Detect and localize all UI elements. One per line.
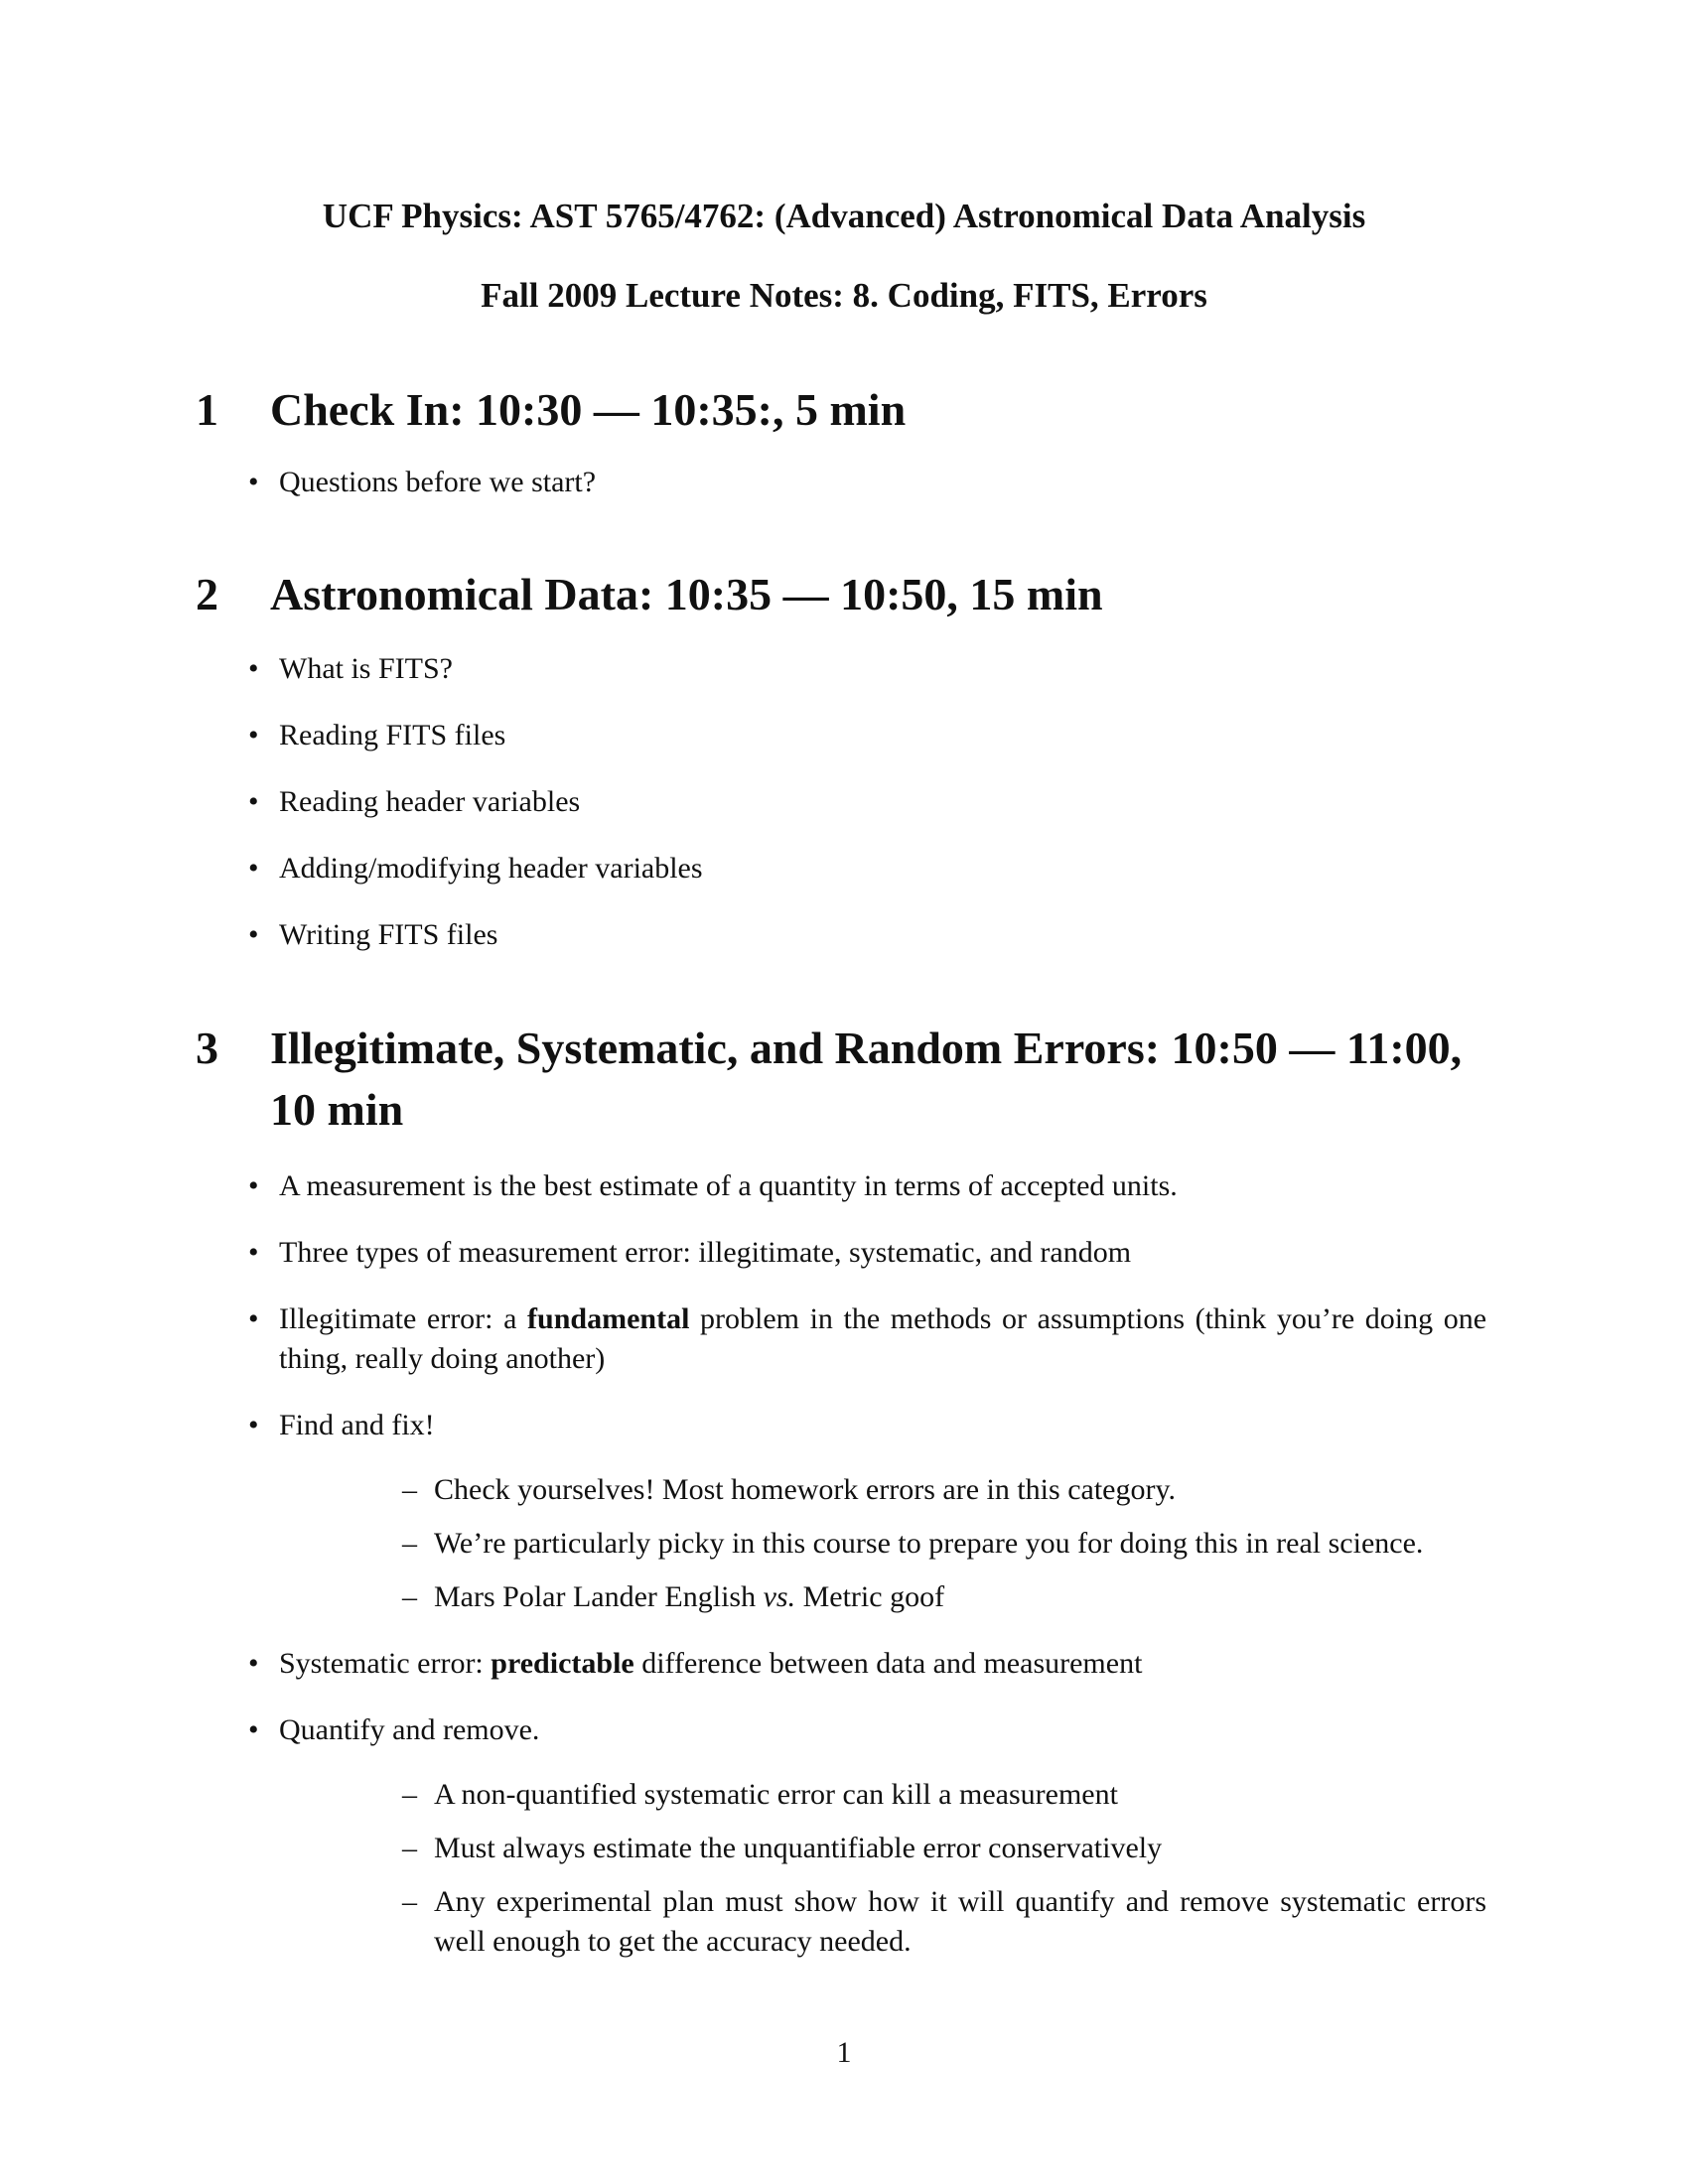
section-title: Check In: 10:30 — 10:35:, 5 min bbox=[270, 384, 907, 435]
list-item bbox=[196, 649, 1506, 689]
bullet-list bbox=[196, 463, 1506, 502]
list-item bbox=[196, 463, 1506, 502]
sub-list bbox=[279, 1775, 1506, 1962]
sub-list-item bbox=[279, 1577, 1506, 1617]
bullet-icon: • bbox=[248, 852, 259, 885]
sub-list-item bbox=[279, 1882, 1506, 1962]
italic-term: vs. bbox=[763, 1580, 796, 1613]
section-number: 2 bbox=[196, 569, 218, 619]
bullet-icon: • bbox=[248, 918, 259, 951]
bullet-icon: • bbox=[248, 1713, 259, 1746]
text-run: problem in the methods or assumptions (think you’re doing one thing, really doing another) bbox=[279, 1302, 1487, 1375]
dash-icon: – bbox=[402, 1778, 417, 1811]
dash-icon: – bbox=[402, 1580, 417, 1613]
section-1 bbox=[196, 379, 1506, 502]
bullet-icon: • bbox=[248, 1409, 259, 1441]
bullet-icon: • bbox=[248, 1236, 259, 1269]
section-heading bbox=[196, 1018, 1506, 1141]
list-item-text: Find and fix! bbox=[279, 1409, 435, 1441]
section-number: 1 bbox=[196, 384, 218, 435]
sub-list-item bbox=[279, 1829, 1506, 1868]
section-heading bbox=[196, 379, 1506, 441]
sub-list bbox=[279, 1470, 1506, 1617]
sub-list-item-text: We’re particularly picky in this course to prepare you for doing this in real science. bbox=[434, 1527, 1424, 1560]
list-item bbox=[196, 1644, 1506, 1684]
section-number: 3 bbox=[196, 1023, 218, 1073]
list-item bbox=[196, 915, 1506, 955]
section-2 bbox=[196, 564, 1506, 982]
text-run: difference between data and measurement bbox=[633, 1647, 1143, 1680]
list-item bbox=[196, 716, 1506, 755]
bullet-icon: • bbox=[248, 1647, 259, 1680]
list-item-text: What is FITS? bbox=[279, 652, 453, 685]
text-run: Mars Polar Lander English bbox=[434, 1580, 764, 1613]
list-item-text: Reading header variables bbox=[279, 785, 581, 818]
section-heading bbox=[196, 564, 1506, 625]
section-title: Astronomical Data: 10:35 — 10:50, 15 min bbox=[270, 569, 1103, 619]
bullet-list bbox=[196, 1166, 1506, 1962]
list-item-text bbox=[279, 1302, 1486, 1375]
sub-list-item-text: Check yourselves! Most homework errors are in this category. bbox=[434, 1473, 1177, 1506]
dash-icon: – bbox=[402, 1832, 417, 1864]
bullet-icon: • bbox=[248, 466, 259, 498]
bullet-icon: • bbox=[248, 785, 259, 818]
list-item-text bbox=[279, 1647, 1142, 1680]
list-item bbox=[196, 1406, 1506, 1617]
dash-icon: – bbox=[402, 1527, 417, 1560]
document-subtitle: Fall 2009 Lecture Notes: 8. Coding, FITS, Errors bbox=[481, 276, 1207, 315]
sub-list-item-text: Must always estimate the unquantifiable error conservatively bbox=[434, 1832, 1163, 1864]
list-item bbox=[196, 782, 1506, 822]
list-item-text: Quantify and remove. bbox=[279, 1713, 540, 1746]
dash-icon: – bbox=[402, 1885, 417, 1918]
sub-list-item bbox=[279, 1470, 1506, 1510]
text-run: Illegitimate error: a bbox=[279, 1302, 528, 1335]
sub-list-item bbox=[279, 1775, 1506, 1815]
bold-term: fundamental bbox=[527, 1302, 690, 1335]
list-item-text: Reading FITS files bbox=[279, 719, 506, 751]
bullet-icon: • bbox=[248, 1302, 259, 1335]
list-item-text: Three types of measurement error: illegitimate, systematic, and random bbox=[279, 1236, 1132, 1269]
list-item bbox=[196, 1299, 1506, 1379]
sub-list-item-text bbox=[434, 1580, 944, 1613]
sub-list-item-text: Any experimental plan must show how it will quantify and remove systematic errors well enough to get the accuracy needed. bbox=[434, 1885, 1486, 1958]
bullet-icon: • bbox=[248, 652, 259, 685]
list-item-text: A measurement is the best estimate of a quantity in terms of accepted units. bbox=[279, 1169, 1178, 1202]
dash-icon: – bbox=[402, 1473, 417, 1506]
list-item-text: Questions before we start? bbox=[279, 466, 597, 498]
list-item bbox=[196, 1166, 1506, 1206]
sub-list-item bbox=[279, 1524, 1506, 1564]
list-item bbox=[196, 849, 1506, 888]
list-item bbox=[196, 1233, 1506, 1273]
bullet-icon: • bbox=[248, 1169, 259, 1202]
bullet-icon: • bbox=[248, 719, 259, 751]
text-run: Systematic error: bbox=[279, 1647, 492, 1680]
sub-list-item-text: A non-quantified systematic error can kill a measurement bbox=[434, 1778, 1118, 1811]
page-number: 1 bbox=[836, 2036, 852, 2069]
text-run: Metric goof bbox=[795, 1580, 945, 1613]
document-title: UCF Physics: AST 5765/4762: (Advanced) Astronomical Data Analysis bbox=[322, 197, 1366, 235]
list-item-text: Adding/modifying header variables bbox=[279, 852, 703, 885]
bullet-list bbox=[196, 649, 1506, 955]
bold-term: predictable bbox=[491, 1647, 634, 1680]
list-item bbox=[196, 1710, 1506, 1962]
list-item-text: Writing FITS files bbox=[279, 918, 498, 951]
section-3 bbox=[196, 1018, 1506, 1988]
section-title: Illegitimate, Systematic, and Random Errors: 10:50 — 11:00, 10 min bbox=[270, 1023, 1463, 1135]
